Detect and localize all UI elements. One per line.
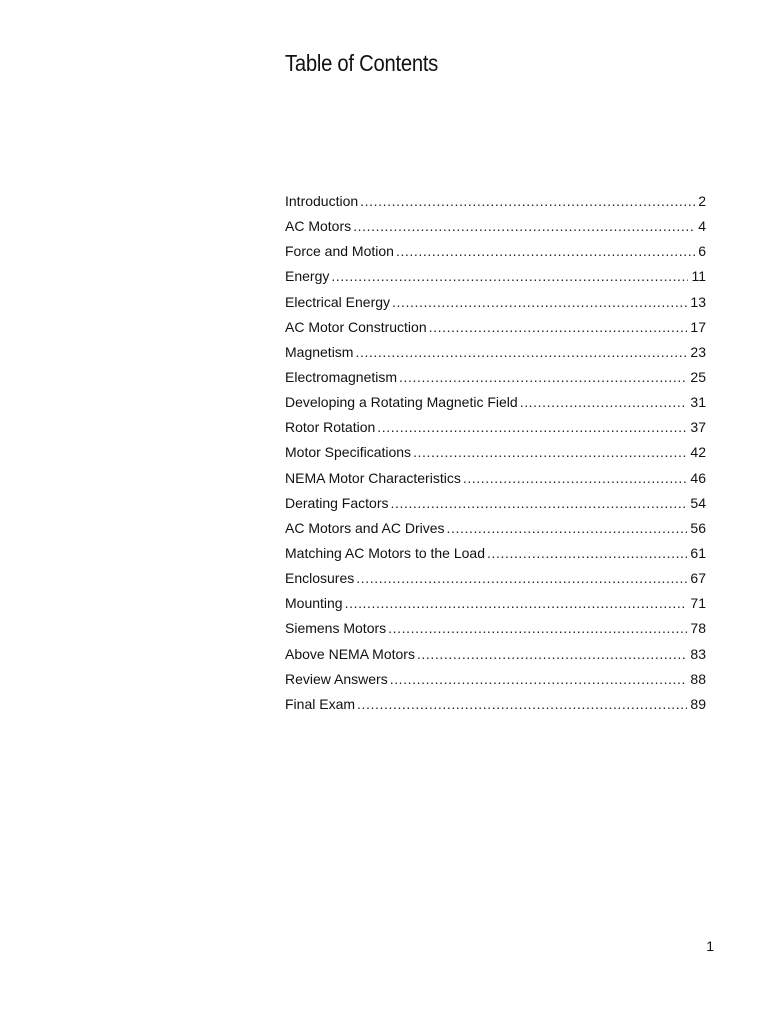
toc-entry-page: 17 bbox=[690, 318, 706, 335]
toc-entry-page: 37 bbox=[690, 419, 706, 436]
toc-entry[interactable] bbox=[285, 392, 706, 417]
toc-dot-leader bbox=[357, 694, 687, 714]
toc-entry-label: Electromagnetism bbox=[285, 368, 398, 385]
toc-entry-page: 88 bbox=[690, 670, 706, 687]
toc-entry[interactable] bbox=[285, 568, 706, 593]
toc-entry-label: Final Exam bbox=[285, 695, 356, 712]
toc-entry-page: 83 bbox=[690, 645, 706, 662]
toc-entry-label: Mounting bbox=[285, 595, 343, 612]
toc-dot-leader bbox=[463, 468, 688, 488]
toc-dot-leader bbox=[356, 568, 687, 588]
toc-entry-label: Above NEMA Motors bbox=[285, 645, 415, 662]
toc-entry-page: 71 bbox=[690, 595, 706, 612]
toc-entry-page: 46 bbox=[690, 469, 706, 486]
toc-dot-leader bbox=[396, 241, 695, 261]
toc-entry[interactable] bbox=[285, 292, 706, 317]
toc-entry-label: Magnetism bbox=[285, 343, 354, 360]
toc-entry[interactable] bbox=[285, 191, 706, 216]
toc-entry-label: Rotor Rotation bbox=[285, 419, 376, 436]
toc-dot-leader bbox=[413, 442, 687, 462]
toc-entry-page: 31 bbox=[690, 394, 706, 411]
toc-entry-page: 4 bbox=[698, 218, 706, 235]
toc-entry-page: 89 bbox=[690, 695, 706, 712]
toc-entry-label: NEMA Motor Characteristics bbox=[285, 469, 461, 486]
toc-entry-page: 78 bbox=[690, 620, 706, 637]
toc-dot-leader bbox=[487, 543, 687, 563]
toc-entry-label: Matching AC Motors to the Load bbox=[285, 544, 485, 561]
toc-entry-page: 11 bbox=[691, 268, 706, 285]
toc-entry-page: 2 bbox=[698, 193, 706, 209]
toc-dot-leader bbox=[345, 593, 688, 613]
toc-entry[interactable] bbox=[285, 543, 706, 568]
toc-dot-leader bbox=[520, 392, 688, 412]
toc-entry[interactable] bbox=[285, 342, 706, 367]
toc-entry[interactable] bbox=[285, 317, 706, 342]
toc-entry-page: 67 bbox=[690, 570, 706, 587]
toc-dot-leader bbox=[390, 493, 687, 513]
toc-dot-leader bbox=[331, 266, 688, 286]
toc-entry[interactable] bbox=[285, 618, 706, 643]
toc-entry-label: AC Motor Construction bbox=[285, 318, 427, 335]
toc-dot-leader bbox=[392, 292, 687, 312]
toc-dot-leader bbox=[447, 518, 688, 538]
toc-entry[interactable] bbox=[285, 694, 706, 719]
toc-entry-label: Force and Motion bbox=[285, 243, 394, 260]
toc-entry-page: 23 bbox=[690, 343, 706, 360]
toc-entry[interactable] bbox=[285, 644, 706, 669]
toc-entry-page: 61 bbox=[690, 544, 706, 561]
toc-entry-label: Enclosures bbox=[285, 570, 355, 587]
page-title: Table of Contents bbox=[285, 50, 439, 76]
toc-entry-page: 54 bbox=[690, 494, 706, 511]
toc-dot-leader bbox=[429, 317, 688, 337]
toc-entry-label: Energy bbox=[285, 268, 330, 285]
toc-entry-page: 56 bbox=[690, 519, 706, 536]
toc-entry-label: Introduction bbox=[285, 193, 359, 209]
toc-entry-page: 25 bbox=[690, 368, 706, 385]
toc-entry-label: Electrical Energy bbox=[285, 293, 391, 310]
toc-entry-label: Motor Specifications bbox=[285, 444, 412, 461]
toc-dot-leader bbox=[417, 644, 687, 664]
toc-entry[interactable] bbox=[285, 593, 706, 618]
table-of-contents-list bbox=[285, 191, 706, 719]
toc-entry-label: Developing a Rotating Magnetic Field bbox=[285, 394, 518, 411]
toc-dot-leader bbox=[399, 367, 687, 387]
toc-entry[interactable] bbox=[285, 367, 706, 392]
toc-entry[interactable] bbox=[285, 241, 706, 266]
toc-entry[interactable] bbox=[285, 216, 706, 241]
toc-entry-label: Derating Factors bbox=[285, 494, 389, 511]
toc-entry-label: AC Motors bbox=[285, 218, 352, 235]
toc-entry[interactable] bbox=[285, 442, 706, 467]
toc-entry-label: AC Motors and AC Drives bbox=[285, 519, 445, 536]
toc-dot-leader bbox=[353, 216, 695, 236]
toc-entry-label: Siemens Motors bbox=[285, 620, 387, 637]
toc-dot-leader bbox=[377, 417, 687, 437]
toc-entry[interactable] bbox=[285, 468, 706, 493]
toc-dot-leader bbox=[355, 342, 687, 362]
toc-dot-leader bbox=[390, 669, 688, 689]
toc-entry-page: 6 bbox=[698, 243, 706, 260]
toc-entry[interactable] bbox=[285, 417, 706, 442]
toc-entry[interactable] bbox=[285, 266, 706, 291]
toc-entry[interactable] bbox=[285, 493, 706, 518]
toc-entry-page: 13 bbox=[690, 293, 706, 310]
toc-entry-page: 42 bbox=[690, 444, 706, 461]
toc-dot-leader bbox=[388, 618, 687, 638]
toc-dot-leader bbox=[360, 191, 695, 211]
page-number: 1 bbox=[706, 938, 714, 954]
toc-entry[interactable] bbox=[285, 669, 706, 694]
toc-entry-label: Review Answers bbox=[285, 670, 388, 687]
toc-entry[interactable] bbox=[285, 518, 706, 543]
